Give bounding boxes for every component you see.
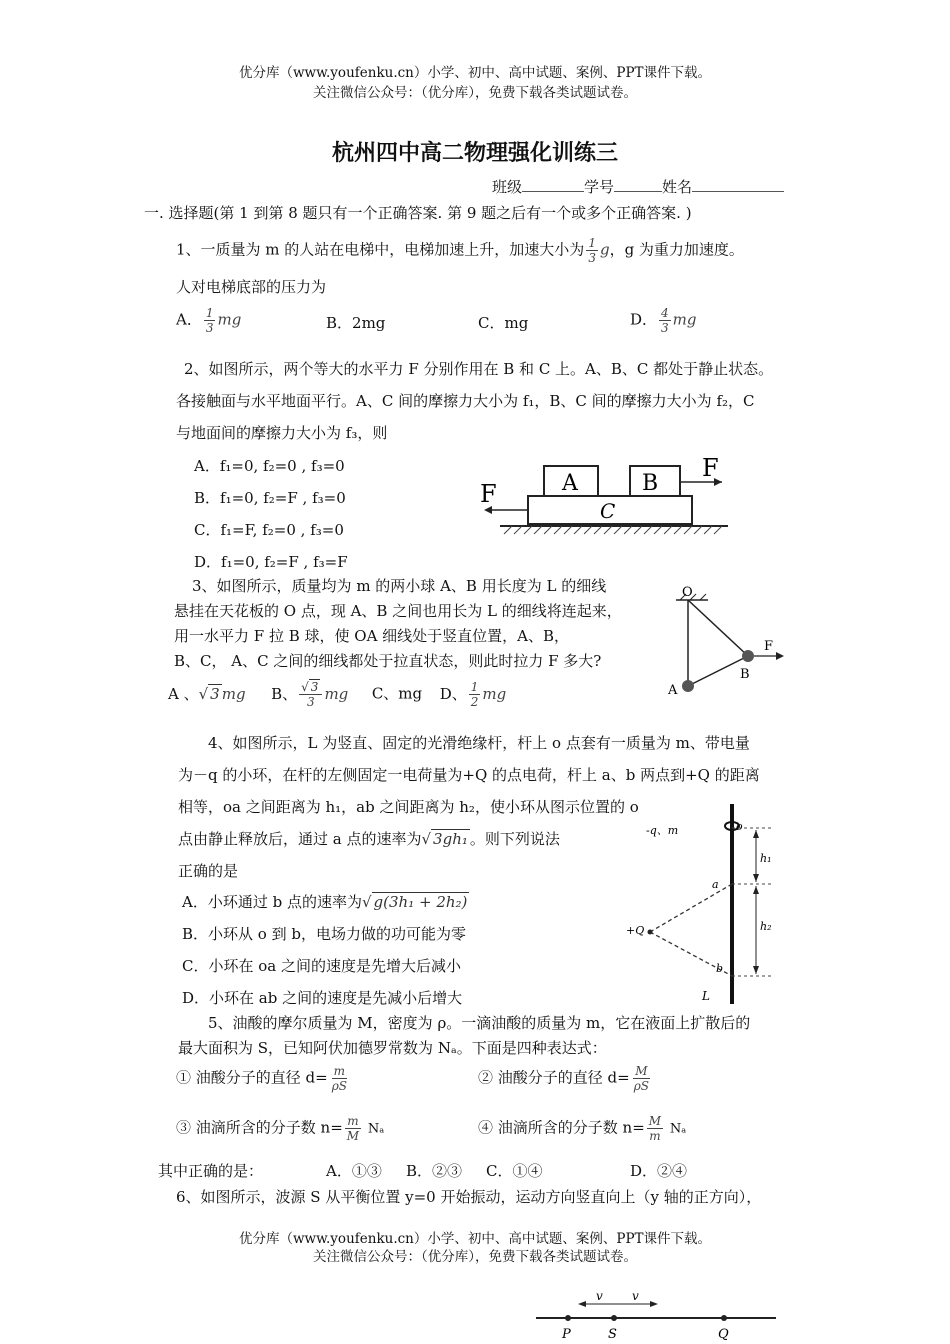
ball-b [742, 650, 754, 662]
q4-rod-figure [626, 800, 790, 1008]
qa-line [650, 884, 732, 932]
point-o-label: o [736, 820, 743, 833]
q2-line-2: 各接触面与水平地面平行。A、C 间的摩擦力大小为 f₁，B、C 间的摩擦力大小为 f₂，C [176, 392, 755, 410]
q5-option-d: D．②④ [630, 1162, 688, 1180]
footer-line-2: 关注微信公众号：（优分库），免费下载各类试题试卷。 [313, 1249, 637, 1265]
footer-line-1: 优分库（www.youfenku.cn）小学、初中、高中试题、案例、PPT课件下载。 [238, 1231, 712, 1247]
q1-option-c: C．mg [478, 314, 529, 332]
string-ob [688, 600, 748, 656]
q1-fraction: $\frac{1}{3}$ [588, 236, 596, 265]
q5-option-a: A．①③ [326, 1162, 382, 1180]
q5-line-2: 最大面积为 S，已知阿伏加德罗常数为 Nₐ。下面是四种表达式： [178, 1039, 607, 1057]
q4-line-3: 相等，oa 之间距离为 h₁，ab 之间距离为 h₂，使小环从图示位置的 o [178, 798, 639, 816]
string-ab [688, 656, 748, 686]
q5-expression-1: ① 油酸分子的直径 d= $\frac{m}{\rho S}$ [176, 1064, 347, 1093]
velocity-right-label: v [632, 1289, 639, 1303]
point-p [565, 1315, 571, 1321]
q5-line-1: 5、油酸的摩尔质量为 M，密度为 ρ。一滴油酸的质量为 m，它在液面上扩散后的 [208, 1014, 751, 1032]
force-left-label: F [480, 480, 497, 508]
h1-label: h₁ [760, 852, 772, 865]
point-s [611, 1315, 617, 1321]
class-label: 班级 [492, 178, 523, 196]
q4-line-2: 为－q 的小环，在杆的左侧固定一电荷量为+Q 的点电荷，杆上 a、b 两点到+Q 的距离 [178, 766, 760, 784]
q4-option-c: C．小环在 oa 之间的速度是先增大后减小 [182, 957, 461, 975]
q5-option-b: B．②③ [406, 1162, 463, 1180]
charge-q-label: +Q [626, 924, 645, 937]
q3-option-c: C、mg [371, 684, 423, 703]
q6-wave-figure [526, 1288, 786, 1342]
q2-option-c: C．f₁=F, f₂=0 , f₃=0 [194, 521, 344, 539]
q3-option-d: D、 $\frac{1}{2}$ mg [439, 680, 507, 709]
q3-option-b: B、 $\frac{√ 3}{3}$ mg [271, 680, 349, 709]
q2-line-1: 2、如图所示，两个等大的水平力 F 分别作用在 B 和 C 上。A、B、C 都处于静止状态。 [184, 360, 774, 378]
point-p-label: P [562, 1327, 571, 1342]
name-label: 姓名 [662, 178, 693, 196]
header-line-2: 关注微信公众号：（优分库），免费下载各类试题试卷。 [313, 85, 637, 101]
q1-option-d: D． $\frac{4}{3}$ mg [630, 306, 697, 335]
ground-hatch [504, 526, 722, 534]
ball-a-label: A [668, 683, 678, 698]
q1-option-b: B．2mg [326, 314, 386, 332]
point-a-label: a [712, 878, 719, 891]
ball-b-label: B [740, 667, 750, 682]
block-c-label: C [600, 499, 616, 523]
q3-line-3: 用一水平力 F 拉 B 球，使 OA 细线处于竖直位置，A、B， [174, 627, 570, 645]
velocity-left-label: v [596, 1289, 603, 1303]
q1-line-1: 1、一质量为 m 的人站在电梯中，电梯加速上升，加速大小为 $\frac{1}{3}$ g，g 为重力加速度。 [176, 236, 744, 265]
block-b-label: B [642, 471, 659, 496]
point-q [721, 1315, 727, 1321]
id-label: 学号 [584, 178, 615, 196]
charge-q [648, 930, 653, 935]
q5-expression-4: ④ 油滴所含的分子数 n= $\frac{M}{m}$ Nₐ [478, 1114, 687, 1143]
q4-line-5: 正确的是 [178, 862, 239, 880]
q5-expression-2: ② 油酸分子的直径 d= $\frac{M}{\rho S}$ [478, 1064, 649, 1093]
rod-l-label: L [702, 989, 710, 1003]
q4-line-1: 4、如图所示，L 为竖直、固定的光滑绝缘杆，杆上 o 点套有一质量为 m、带电量 [208, 734, 750, 752]
q3-line-2: 悬挂在天花板的 O 点，现 A、B 之间也用长为 L 的细线将连起来， [174, 602, 622, 620]
q2-option-b: B．f₁=0, f₂=F , f₃=0 [194, 489, 346, 507]
q2-line-3: 与地面间的摩擦力大小为 f₃，则 [176, 424, 388, 442]
header-line-1: 优分库（www.youfenku.cn）小学、初中、高中试题、案例、PPT课件下载。 [238, 65, 712, 81]
q2-blocks-figure [470, 448, 740, 544]
q4-option-d: D．小环在 ab 之间的速度是先减小后增大 [182, 989, 463, 1007]
q2-option-a: A．f₁=0, f₂=0 , f₃=0 [194, 457, 345, 475]
point-b-label: b [716, 962, 724, 975]
h2-label: h₂ [760, 920, 772, 933]
q4-line-4: 点由静止释放后，通过 a 点的速率为√ 3gh₁ 。则下列说法 [178, 830, 560, 848]
q1-line-2: 人对电梯底部的压力为 [176, 278, 327, 296]
point-o-label: O [682, 585, 693, 600]
page-title: 杭州四中高二物理强化训练三 [331, 141, 618, 166]
section-heading: 一. 选择题(第 1 到第 8 题只有一个正确答案. 第 9 题之后有一个或多个正确答案. ) [144, 204, 692, 222]
q1-option-a: A． $\frac{1}{3}$ mg [176, 306, 242, 335]
q5-answer-line: 其中正确的是： [158, 1162, 264, 1180]
point-s-label: S [608, 1327, 617, 1342]
block-a-label: A [562, 471, 578, 496]
q2-option-d: D．f₁=0, f₂=F , f₃=F [194, 553, 348, 571]
q4-option-a: A．小环通过 b 点的速率为√ g(3h₁ + 2h₂) [182, 893, 468, 911]
q5-expression-3: ③ 油滴所含的分子数 n= $\frac{m}{M}$ Nₐ [176, 1114, 385, 1143]
q3-line-4: B、C， A、C 之间的细线都处于拉直状态，则此时拉力 F 多大? [174, 652, 602, 670]
q3-pendulum-figure [660, 586, 790, 698]
ball-a [682, 680, 694, 692]
force-f-label: F [764, 639, 774, 654]
q6-line-1: 6、如图所示，波源 S 从平衡位置 y=0 开始振动，运动方向竖直向上（y 轴的正方向）， [176, 1188, 762, 1206]
ring-label: -q、m [646, 824, 679, 837]
student-info [492, 176, 784, 197]
point-q-label: Q [718, 1327, 729, 1342]
force-right-label: F [702, 454, 719, 482]
q4-option-b: B．小环从 o 到 b，电场力做的功可能为零 [182, 925, 466, 943]
q3-options [168, 680, 506, 709]
q3-option-a: A 、√ 3 mg [168, 684, 246, 703]
q5-option-c: C．①④ [486, 1162, 543, 1180]
q3-line-1: 3、如图所示，质量均为 m 的两小球 A、B 用长度为 L 的细线 [192, 577, 607, 595]
